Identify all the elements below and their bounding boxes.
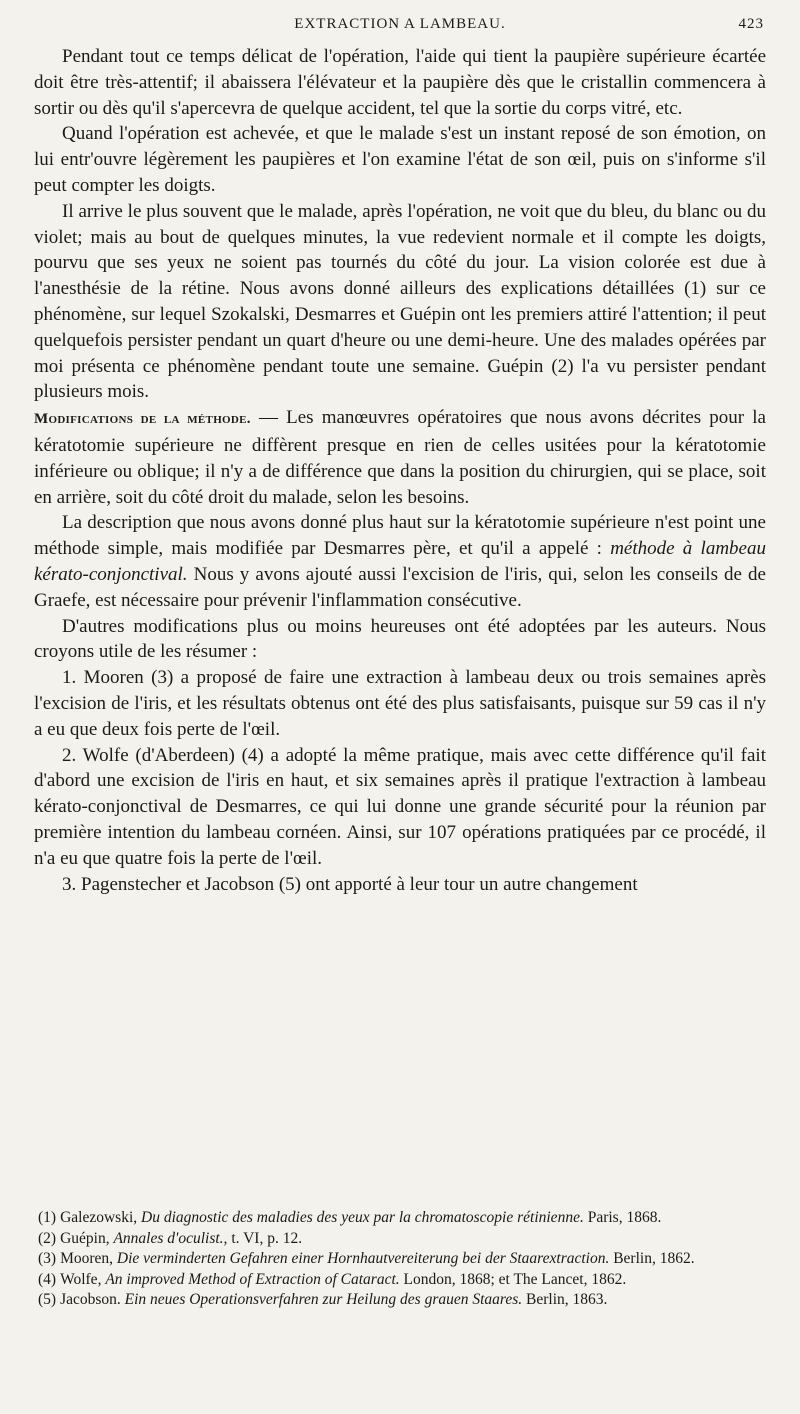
- footnote: [34, 1249, 766, 1270]
- footnote: [34, 1229, 766, 1250]
- main-text: [34, 44, 766, 897]
- section-text: — Les manœuvres opératoires que nous avons décrites pour la kératotomie supérieure ne diffèrent presque en rien de celles usitées pour la kératotomie inférieure ou oblique; il n'y a de différence que dans la position du chirurgien, qui se place, soit en arrière, soit du côté droit du malade, selon les besoins.: [34, 407, 766, 508]
- footnote-author: Jacobson.: [60, 1291, 125, 1308]
- footnote-number: (4): [38, 1270, 57, 1288]
- footnote-title: Annales d'oculist.,: [113, 1229, 228, 1247]
- footnotes: [34, 1208, 766, 1311]
- paragraph-text: Nous y avons ajouté aussi l'excision de l'iris, qui, selon les conseils de de Graefe, est nécessaire pour prévenir l'inflammation consécutive.: [34, 563, 766, 611]
- footnote-author: Mooren,: [60, 1250, 117, 1267]
- footnote-author: Galezowski,: [60, 1209, 141, 1226]
- footnote-publication: t. VI, p. 12.: [227, 1229, 303, 1247]
- running-header: [34, 16, 766, 38]
- footnote-title: Die verminderten Gefahren einer Hornhautvereiterung bei der Staarextraction.: [116, 1250, 610, 1267]
- footnote-title: An improved Method of Extraction of Cataract.: [105, 1270, 400, 1288]
- paragraph-text: La description que nous avons donné plus haut sur la kératotomie supérieure n'est point une méthode simple, mais modifiée par Desmarres père, et qu'il a appelé :: [34, 512, 766, 560]
- paragraph: D'autres modifications plus ou moins heureuses ont été adoptées par les auteurs. Nous croyons utile de les résumer :: [34, 615, 766, 663]
- footnote-number: (1): [38, 1209, 57, 1226]
- section-heading: Modifications de la méthode.: [34, 411, 251, 428]
- list-item: 2. Wolfe (d'Aberdeen) (4) a adopté la même pratique, mais avec cette différence qu'il fait d'abord une excision de l'iris en haut, et six semaines après il pratique l'extraction à lambeau kérato-conjonctival de Desmarres, ce qui lui donne une grande sécurité pour la réunion par première intention du lambeau cornéen. Ainsi, sur 107 opérations pratiquées par ce procédé, il n'a eu que quatre fois la perte de l'œil.: [34, 744, 766, 869]
- paragraph: Quand l'opération est achevée, et que le malade s'est un instant reposé de son émotion, on lui entr'ouvre légèrement les paupières et l'on examine l'état de son œil, puis on s'informe s'il peut compter les doigts.: [34, 123, 766, 196]
- footnote-number: (2): [38, 1229, 57, 1247]
- footnote-publication: Paris, 1868.: [583, 1209, 662, 1226]
- footnote-number: (3): [38, 1250, 57, 1267]
- footnote-publication: Berlin, 1862.: [609, 1250, 695, 1267]
- footnote-author: Wolfe,: [60, 1270, 106, 1288]
- footnote-number: (5): [38, 1291, 57, 1308]
- footnote-title: Du diagnostic des maladies des yeux par la chromatoscopie rétinienne.: [141, 1209, 584, 1226]
- footnote: [34, 1290, 766, 1311]
- section-paragraph: [34, 405, 766, 510]
- paragraph: [34, 510, 766, 613]
- running-title: EXTRACTION A LAMBEAU.: [294, 16, 506, 32]
- paragraph: Il arrive le plus souvent que le malade, après l'opération, ne voit que du bleu, du blanc ou du violet; mais au bout de quelques minutes, la vue redevient normale et il compte les doigts, pourvu que ses yeux ne soient pas tournés du côté du jour. La vision colorée est due à l'anesthésie de la rétine. Nous avons donné ailleurs des explications détaillées (1) sur ce phénomène, sur lequel Szokalski, Desmarres et Guépin ont les premiers attiré l'attention; il peut quelquefois persister pendant un quart d'heure ou une demi-heure. Une des malades opérées par moi présenta ce phénomène pendant toute une semaine. Guépin (2) l'a vu persister pendant plusieurs mois.: [34, 200, 766, 403]
- list-item: 1. Mooren (3) a proposé de faire une extraction à lambeau deux ou trois semaines après l'excision de l'iris, et les résultats obtenus ont été des plus satisfaisants, puisque sur 59 cas il n'y a eu que deux fois perte de l'œil.: [34, 667, 766, 740]
- footnote: [34, 1208, 766, 1229]
- footnote-author: Guépin,: [60, 1229, 114, 1247]
- footnote-publication: Berlin, 1863.: [522, 1291, 608, 1308]
- list-item: 3. Pagenstecher et Jacobson (5) ont apporté à leur tour un autre changement: [62, 873, 638, 895]
- method-name: méthode à lambeau kérato-conjonctival.: [34, 538, 766, 585]
- footnote: [34, 1270, 766, 1291]
- paragraph: Pendant tout ce temps délicat de l'opération, l'aide qui tient la paupière supérieure écartée doit être très-attentif; il abaissera l'élévateur et la paupière dès que le cristallin commencera à sortir ou dès qu'il s'apercevra de quelque accident, tel que la sortie du corps vitré, etc.: [34, 46, 766, 119]
- footnote-title: Ein neues Operationsverfahren zur Heilung des grauen Staares.: [124, 1291, 523, 1308]
- page-number: 423: [738, 16, 764, 32]
- footnote-publication: London, 1868; et The Lancet, 1862.: [399, 1270, 627, 1288]
